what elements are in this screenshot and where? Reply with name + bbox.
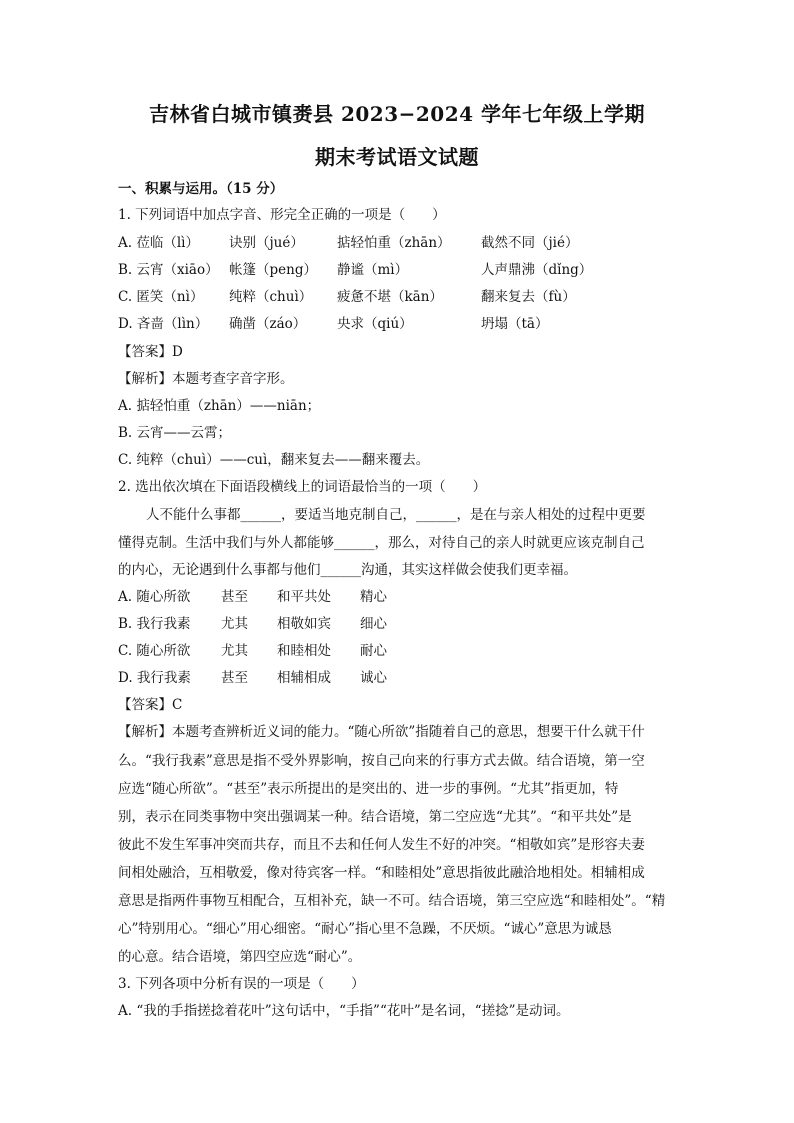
q1-option-b-2: 帐篷（peng） [229,262,317,278]
q2-option-c-3: 和睦相处 [277,643,331,659]
q2-analysis-line: 别，表示在同类事物中突出强调某一种。结合语境，第二空应选“尤其”。“和平共处”是 [118,809,632,825]
q2-option-b-3: 相敬如宾 [277,616,331,632]
q2-option-a-4: 精心 [360,589,387,605]
q2-option-a-1: A. 随心所欲 [118,589,191,605]
q3-option-a: A. “我的手指搓捻着花叶”这句话中，“手指”“花叶”是名词，“搓捻”是动词。 [118,1003,570,1019]
q1-analysis-line: C. 纯粹（chuì）——cuì，翻来复去——翻来覆去。 [118,452,430,468]
q2-option-d-1: D. 我行我素 [118,670,191,686]
q1-analysis-line: 【解析】本题考查字音字形。 [118,371,294,387]
q2-analysis-line: 意思是指两件事物互相配合，互相补充，缺一不可。结合语境，第三空应选“和睦相处”。“精 [118,893,666,909]
q2-option-c-1: C. 随心所欲 [118,643,191,659]
q1-option-d-1: D. 吝啬（lìn） [118,316,209,332]
q2-analysis-line: 的心意。结合语境，第四空应选“耐心”。 [118,949,362,965]
q2-answer: 【答案】C [118,697,183,713]
title-line-2: 期末考试语文试题 [315,145,479,169]
q2-analysis-line: 彼此不发生军事冲突而共存，而且不去和任何人发生不好的冲突。“相敬如宾”是形容夫妻 [118,837,645,853]
title-line-1: 吉林省白城市镇赉县 2023−2024 学年七年级上学期 [148,102,645,126]
q2-analysis-line: 应选“随心所欲”。“甚至”表示所提出的是突出的、进一步的事例。“尤其”指更加，特 [118,781,619,797]
q1-option-d-3: 央求（qiú） [337,316,413,332]
q1-option-b-3: 静谧（mì） [337,262,409,278]
q2-option-a-3: 和平共处 [277,589,331,605]
q2-passage-line: 的内心，无论遇到什么事都与他们______沟通，其实这样做会使我们更幸福。 [118,562,577,578]
q2-option-d-3: 相辅相成 [277,670,331,686]
q2-stem: 2. 选出依次填在下面语段横线上的词语最恰当的一项（ ） [118,479,487,495]
q1-option-a-3: 掂轻怕重（zhān） [337,235,451,251]
q2-option-c-2: 尤其 [221,643,248,659]
q1-stem: 1. 下列词语中加点字音、形完全正确的一项是（ ） [118,207,446,223]
q2-option-b-1: B. 我行我素 [118,616,191,632]
q2-analysis-line: 心”特别用心。“细心”用心细密。“耐心”指心里不急躁，不厌烦。“诚心”意思为诚恳 [118,921,612,937]
q1-option-a-1: A. 莅临（lì） [118,235,199,251]
q1-option-d-4: 坍塌（tā） [481,316,549,332]
q2-passage-line: 懂得克制。生活中我们与外人都能够______，那么，对待自己的亲人时就更应该克制自己 [118,535,645,551]
q2-option-a-2: 甚至 [221,589,248,605]
q2-option-b-4: 细心 [360,616,387,632]
q1-option-c-4: 翻来复去（fù） [481,289,576,305]
q1-option-a-2: 诀别（jué） [229,235,304,251]
q2-analysis-line: 么。“我行我素”意思是指不受外界影响，按自己向来的行事方式去做。结合语境，第一空 [118,753,645,769]
q2-option-b-2: 尤其 [221,616,248,632]
q2-option-c-4: 耐心 [360,643,387,659]
q1-option-d-2: 确凿（záo） [229,316,307,332]
q3-stem: 3. 下列各项中分析有误的一项是（ ） [118,976,365,992]
q2-analysis-line: 【解析】本题考查辨析近义词的能力。“随心所欲”指随着自己的意思，想要干什么就干什 [118,724,645,740]
section-heading: 一、积累与运用。（15 分） [118,181,284,197]
q2-passage-line: 人不能什么事都______，要适当地克制自己，______，是在与亲人相处的过程中更要 [146,507,646,523]
q2-option-d-2: 甚至 [221,670,248,686]
q1-option-c-1: C. 匿笑（nì） [118,289,204,305]
q1-option-b-4: 人声鼎沸（dǐng） [481,262,593,278]
q1-option-c-2: 纯粹（chuì） [229,289,313,305]
q1-analysis-line: B. 云宵——云霄； [118,425,232,441]
q1-option-c-3: 疲惫不堪（kān） [337,289,443,305]
q1-analysis-line: A. 掂轻怕重（zhān）——niān； [118,398,321,414]
q2-option-d-4: 诚心 [360,670,387,686]
q2-analysis-line: 间相处融洽，互相敬爱，像对待宾客一样。“和睦相处”意思指彼此融洽地相处。相辅相成 [118,865,645,881]
q1-option-a-4: 截然不同（jié） [481,235,579,251]
q1-answer: 【答案】D [118,344,183,360]
q1-option-b-1: B. 云宵（xiāo） [118,262,219,278]
